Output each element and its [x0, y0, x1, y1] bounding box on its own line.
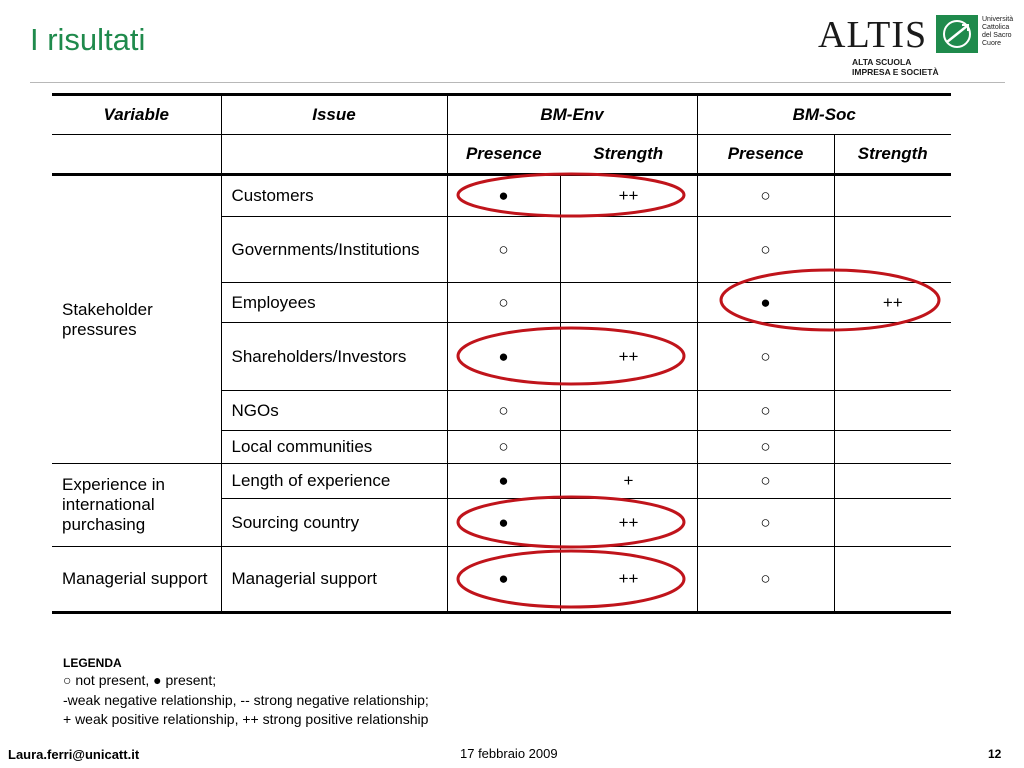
group-label: Managerial support [52, 547, 221, 613]
group-label: Stakeholder pressures [52, 175, 221, 464]
university-name [982, 16, 1013, 48]
university-name-line: Università [982, 16, 1014, 23]
env-presence-cell: ● [447, 323, 560, 391]
logo-subtitle-line: ALTA SCUOLA [852, 57, 912, 67]
header-row [52, 95, 951, 135]
env-presence-cell: ○ [447, 391, 560, 431]
issue-cell: Sourcing country [221, 499, 447, 547]
university-emblem-icon [936, 15, 978, 53]
soc-strength-cell [834, 499, 951, 547]
soc-presence-cell: ○ [697, 431, 834, 464]
subheader-row [52, 135, 951, 175]
university-name-line: Cuore [982, 40, 1002, 47]
env-presence-cell: ○ [447, 283, 560, 323]
soc-presence-cell: ○ [697, 391, 834, 431]
issue-cell: Customers [221, 175, 447, 217]
university-name-line: Cattolica [982, 24, 1010, 31]
header-variable: Variable [52, 95, 221, 135]
table-row [52, 175, 951, 217]
env-presence-cell: ● [447, 175, 560, 217]
page-number: 12 [988, 747, 1002, 761]
header-bm-env: BM-Env [447, 95, 697, 135]
env-strength-cell [560, 391, 697, 431]
legend [63, 655, 429, 730]
header-issue: Issue [221, 95, 447, 135]
legend-line: ○ not present, ● present; [63, 672, 217, 688]
subheader-env-strength: Strength [560, 135, 697, 175]
soc-presence-cell: ○ [697, 217, 834, 283]
altis-logo [818, 10, 1014, 80]
issue-cell: NGOs [221, 391, 447, 431]
logo-subtitle-line: IMPRESA E SOCIETÀ [852, 67, 939, 77]
legend-line: + weak positive relationship, ++ strong positive relationship [63, 711, 429, 727]
slide-title: I risultati [30, 22, 146, 57]
logo-wordmark: ALTIS [818, 14, 928, 56]
soc-strength-cell [834, 217, 951, 283]
soc-strength-cell [834, 547, 951, 613]
env-presence-cell: ● [447, 464, 560, 499]
soc-presence-cell: ○ [697, 175, 834, 217]
issue-cell: Shareholders/Investors [221, 323, 447, 391]
soc-strength-cell [834, 464, 951, 499]
table-row [52, 464, 951, 499]
legend-line: -weak negative relationship, -- strong negative relationship; [63, 691, 429, 708]
soc-strength-cell [834, 175, 951, 217]
title-divider [30, 82, 1005, 83]
soc-presence-cell: ● [697, 283, 834, 323]
footer-date: 17 febbraio 2009 [460, 746, 558, 761]
issue-cell: Employees [221, 283, 447, 323]
subheader-empty [52, 135, 221, 175]
issue-cell: Local communities [221, 431, 447, 464]
issue-cell: Governments/Institutions [221, 217, 447, 283]
results-table [52, 93, 951, 614]
issue-cell: Managerial support [221, 547, 447, 613]
issue-cell: Length of experience [221, 464, 447, 499]
env-strength-cell: ++ [560, 175, 697, 217]
env-strength-cell: ++ [560, 547, 697, 613]
subheader-env-presence: Presence [447, 135, 560, 175]
subheader-soc-strength: Strength [834, 135, 951, 175]
logo-subtitle [852, 57, 939, 77]
env-strength-cell [560, 217, 697, 283]
env-presence-cell: ○ [447, 431, 560, 464]
env-strength-cell [560, 431, 697, 464]
subheader-soc-presence: Presence [697, 135, 834, 175]
env-strength-cell: ++ [560, 323, 697, 391]
group-label: Experience in international purchasing [52, 464, 221, 547]
soc-strength-cell [834, 431, 951, 464]
footer-email: Laura.ferri@unicatt.it [8, 747, 140, 762]
header-bm-soc: BM-Soc [697, 95, 951, 135]
soc-presence-cell: ○ [697, 547, 834, 613]
table-row [52, 547, 951, 613]
legend-title: LEGENDA [63, 656, 122, 670]
env-strength-cell: + [560, 464, 697, 499]
env-strength-cell: ++ [560, 499, 697, 547]
soc-strength-cell [834, 391, 951, 431]
env-presence-cell: ● [447, 499, 560, 547]
env-presence-cell: ● [447, 547, 560, 613]
soc-strength-cell [834, 323, 951, 391]
soc-presence-cell: ○ [697, 499, 834, 547]
soc-presence-cell: ○ [697, 323, 834, 391]
soc-presence-cell: ○ [697, 464, 834, 499]
university-name-line: del Sacro [982, 32, 1012, 39]
env-presence-cell: ○ [447, 217, 560, 283]
subheader-empty [221, 135, 447, 175]
env-strength-cell [560, 283, 697, 323]
soc-strength-cell: ++ [834, 283, 951, 323]
